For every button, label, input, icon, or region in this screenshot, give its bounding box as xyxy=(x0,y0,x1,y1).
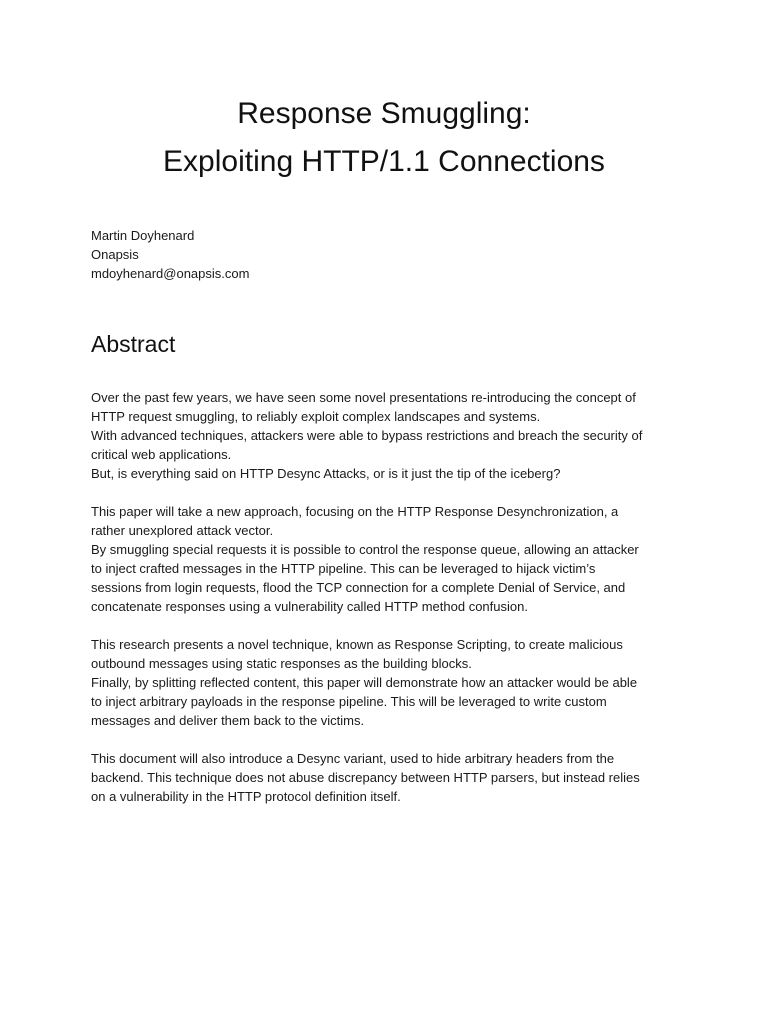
abstract-heading: Abstract xyxy=(91,331,176,357)
paragraph-line: concatenate responses using a vulnerability called HTTP method confusion. xyxy=(91,599,528,614)
abstract-paragraph-3 xyxy=(91,635,691,730)
author-name: Martin Doyhenard xyxy=(91,228,195,243)
paragraph-line: to inject arbitrary payloads in the response pipeline. This will be leveraged to write custom xyxy=(91,694,607,709)
paragraph-line: But, is everything said on HTTP Desync Attacks, or is it just the tip of the iceberg? xyxy=(91,466,561,481)
abstract-paragraph-4 xyxy=(91,749,691,806)
paper-title-line-1: Response Smuggling: xyxy=(237,97,531,130)
paragraph-line: By smuggling special requests it is possible to control the response queue, allowing an attacker xyxy=(91,542,639,557)
paragraph-line: backend. This technique does not abuse discrepancy between HTTP parsers, but instead relies xyxy=(91,770,640,785)
paragraph-line: This research presents a novel technique, known as Response Scripting, to create malicious xyxy=(91,637,623,652)
paragraph-line: rather unexplored attack vector. xyxy=(91,523,274,538)
abstract-body xyxy=(91,388,691,825)
paragraph-line: This document will also introduce a Desync variant, used to hide arbitrary headers from the xyxy=(91,751,615,766)
abstract-paragraph-2 xyxy=(91,502,691,616)
paragraph-line: With advanced techniques, attackers were able to bypass restrictions and breach the security of xyxy=(91,428,643,443)
paragraph-line: critical web applications. xyxy=(91,447,232,462)
paragraph-line: to inject crafted messages in the HTTP pipeline. This can be leveraged to hijack victim’s xyxy=(91,561,596,576)
paragraph-line: sessions from login requests, flood the TCP connection for a complete Denial of Service, and xyxy=(91,580,626,595)
paragraph-line: HTTP request smuggling, to reliably exploit complex landscapes and systems. xyxy=(91,409,541,424)
author-email: mdoyhenard@onapsis.com xyxy=(91,266,250,281)
paper-title-line-2: Exploiting HTTP/1.1 Connections xyxy=(163,145,605,178)
paragraph-line: messages and deliver them back to the victims. xyxy=(91,713,365,728)
paragraph-line: Over the past few years, we have seen some novel presentations re-introducing the concept of xyxy=(91,390,636,405)
abstract-paragraph-1 xyxy=(91,388,691,483)
paragraph-line: Finally, by splitting reflected content, this paper will demonstrate how an attacker would be able xyxy=(91,675,638,690)
author-affiliation: Onapsis xyxy=(91,247,139,262)
paragraph-line: This paper will take a new approach, focusing on the HTTP Response Desynchronization, a xyxy=(91,504,619,519)
author-block xyxy=(91,226,249,283)
paragraph-line: outbound messages using static responses as the building blocks. xyxy=(91,656,472,671)
paragraph-line: on a vulnerability in the HTTP protocol definition itself. xyxy=(91,789,401,804)
